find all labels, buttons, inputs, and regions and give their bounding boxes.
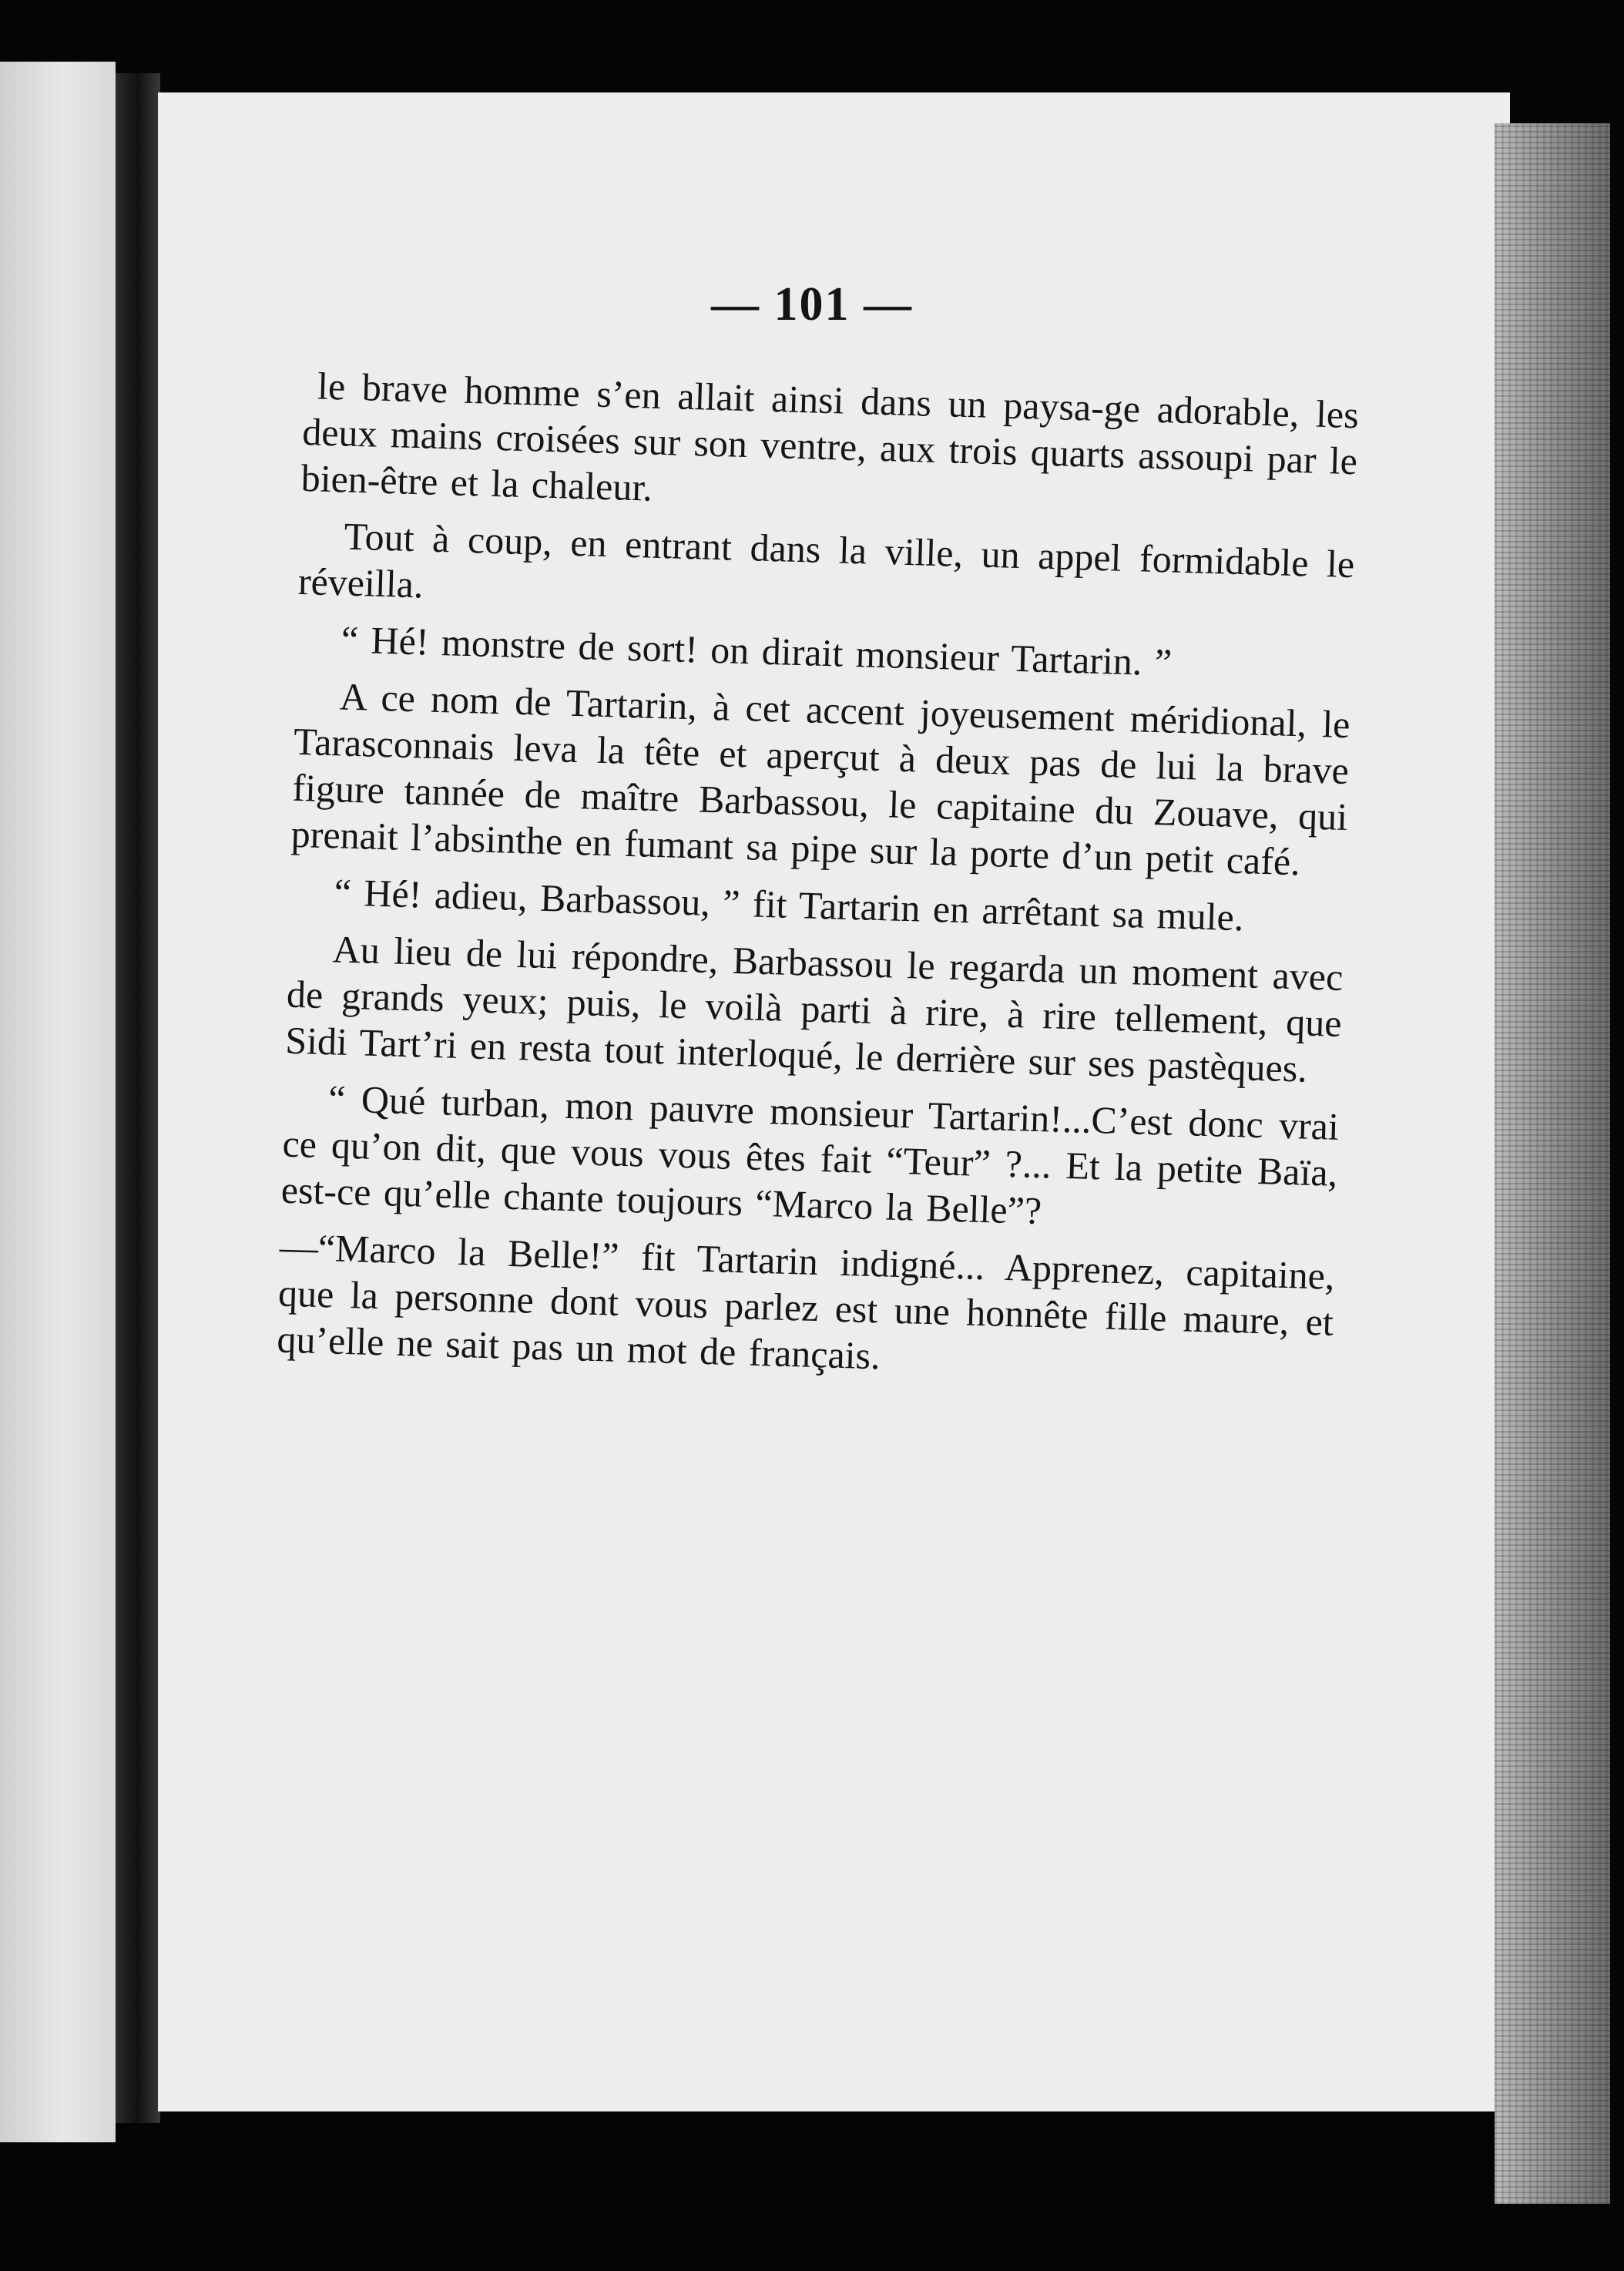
paragraph: —“Marco la Belle!” fit Tartarin indigné... Apprenez, capitaine, que la personne dont vous parlez est une honnête fille maure, et qu’elle ne sait pas un mot de français.: [276, 1225, 1336, 1378]
paragraph: “ Hé! adieu, Barbassou, ” fit Tartarin en arrêtant sa mule.: [334, 870, 1245, 939]
previous-page-margin: [0, 62, 116, 2142]
paragraph: le brave homme s’en allait ainsi dans un paysa-ge adorable, les deux mains croisées sur son ventre, aux trois quarts assoupi par le bien-être et la chaleur.: [300, 364, 1360, 509]
paragraph: “ Hé! monstre de sort! on dirait monsieur Tartarin. ”: [341, 617, 1173, 684]
page-edge-shadow: [1495, 123, 1610, 2204]
page-text: [276, 362, 1359, 1403]
paragraph: Au lieu de lui répondre, Barbassou le regarda un moment avec de grands yeux; puis, le voilà parti à rire, à rire tellement, que Sidi Tart’ri en resta tout interloqué, le derrière sur ses pastèques.: [284, 927, 1344, 1090]
book-gutter: [116, 73, 160, 2123]
paragraph: “ Qué turban, mon pauvre monsieur Tartarin!...C’est donc vrai ce qu’on dit, que vous vous êtes fait “Teur” ?... Et la petite Baïa, est-ce qu’elle chante toujours “Marco la Belle”?: [280, 1077, 1340, 1233]
paragraph: A ce nom de Tartarin, à cet accent joyeusement méridional, le Tarasconnais leva la tête et aperçut à deux pas de lui la brave figure tannée de maître Barbassou, le capitaine du Zouave, qui prenait l’absinthe en fumant sa pipe sur la porte d’un petit café.: [290, 674, 1351, 884]
page-number: — 101 —: [711, 278, 913, 331]
paragraph: Tout à coup, en entrant dans la ville, un appel formidable le réveilla.: [297, 514, 1355, 606]
